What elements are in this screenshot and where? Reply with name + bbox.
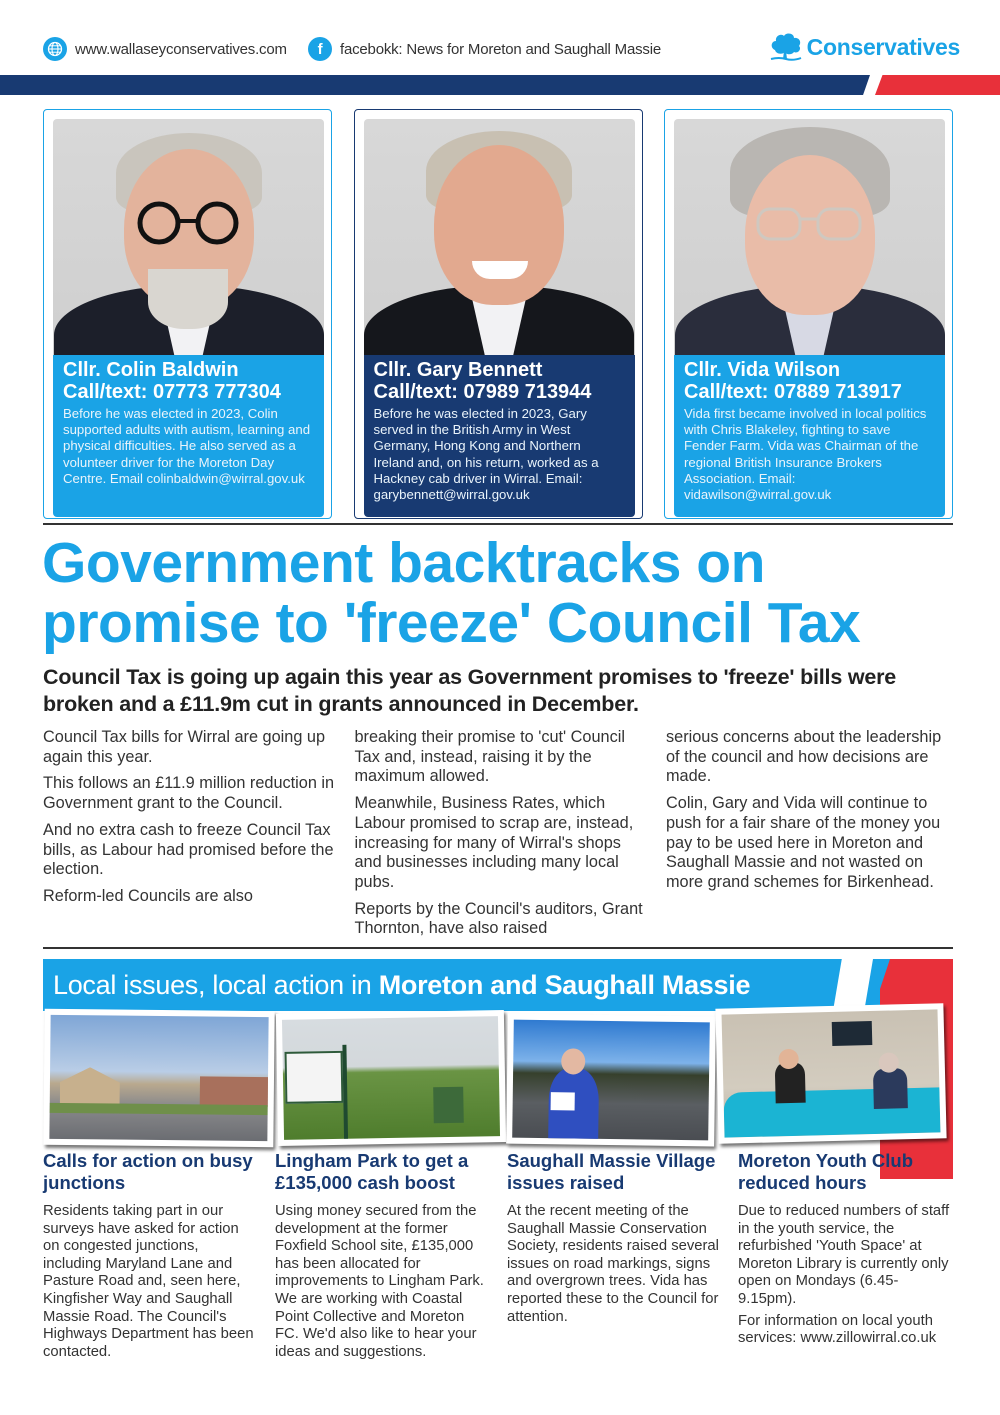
councillor-phone[interactable]: Call/text: 07989 713944: [373, 381, 592, 403]
article-standfirst: Council Tax is going up again this year as Government promises to 'freeze' bills were broken and a £11.9m cut in grants announced in December.: [43, 665, 897, 716]
councillor-info: [364, 355, 635, 517]
councillor-photo: [364, 119, 635, 355]
article-body: [43, 728, 958, 946]
conservatives-logo: [769, 32, 960, 62]
councillor-bio: Vida first became involved in local politics with Chris Blakeley, fighting to save Fender Farm. Vida was Chairman of the regional British Insurance Brokers Association. Email: vidawilson@wirral.gov.uk: [684, 406, 927, 503]
councillor-photo: [53, 119, 324, 355]
councillor-card: [664, 109, 953, 519]
councillor-photo: [674, 119, 945, 355]
story-title: Lingham Park to get a £135,000 cash boost: [275, 1150, 469, 1193]
councillor-card: [354, 109, 643, 519]
divider: [43, 523, 953, 525]
banner-title-bold: Moreton and Saughall Massie: [378, 970, 751, 1000]
article-paragraph: Meanwhile, Business Rates, which Labour promised to scrap are, instead, increasing for many of Wirral's shops and businesses including many local pubs.: [354, 794, 634, 891]
article-paragraph: Colin, Gary and Vida will continue to push for a fair share of the money you pay to be used here in Moreton and Saughall Massie and not wasted on more grand schemes for Birkenhead.: [666, 794, 941, 891]
councillor-cards: [43, 109, 953, 519]
website-url: www.wallaseyconservatives.com: [75, 40, 287, 58]
article-paragraph: serious concerns about the leadership of the council and how decisions are made.: [666, 728, 942, 786]
story-photo-junction: [43, 1009, 274, 1147]
councillor-info: [674, 355, 945, 517]
story-text: At the recent meeting of the Saughall Massie Conservation Society, residents raised several issues on road markings, signs and overgrown trees. Vida has reported these to the Council for attention.: [507, 1203, 719, 1325]
page-header: [0, 0, 1000, 100]
councillor-bio: Before he was elected in 2023, Gary served in the British Army in West Germany, Hong Kong and Northern Ireland and, on his return, worked as a Hackney cab driver in Wirral. Email: garybennett@wirral.gov.uk: [373, 406, 599, 503]
divider: [43, 947, 953, 949]
article-paragraph: Reform-led Councils are also: [43, 886, 253, 905]
header-stripe-red: [875, 75, 1000, 95]
website-link[interactable]: [43, 37, 287, 61]
story-title: Saughall Massie Village issues raised: [507, 1150, 716, 1193]
article-paragraph: This follows an £11.9 million reduction in Government grant to the Council.: [43, 774, 335, 813]
story-text: Due to reduced numbers of staff in the youth service, the refurbished 'Youth Space' at Moreton Library is currently only open on Mondays (6.45-9.15pm).: [738, 1203, 950, 1307]
story: [43, 1150, 258, 1365]
banner-title-light: Local issues, local action in: [53, 970, 379, 1000]
article-paragraph: Council Tax bills for Wirral are going up again this year.: [43, 728, 326, 766]
facebook-link[interactable]: [308, 37, 661, 61]
story: [275, 1150, 490, 1365]
article-column: [355, 728, 647, 946]
oak-tree-icon: [769, 32, 803, 62]
councillor-phone[interactable]: Call/text: 07773 777304: [63, 381, 281, 403]
story-photo-village: [506, 1014, 716, 1147]
councillor-name: Cllr. Gary Bennett: [373, 359, 543, 381]
globe-icon: [43, 37, 67, 61]
article-paragraph: And no extra cash to freeze Council Tax bills, as Labour had promised before the election.: [43, 820, 334, 879]
councillor-info: [53, 355, 324, 517]
councillor-card: [43, 109, 332, 519]
story: [738, 1150, 953, 1352]
story-title: Moreton Youth Club reduced hours: [738, 1150, 914, 1193]
local-issues-title: [53, 968, 750, 1002]
article-paragraph: breaking their promise to 'cut' Council Tax and, instead, raising it by the maximum allowed.: [354, 728, 625, 786]
article-paragraph: Reports by the Council's auditors, Grant Thornton, have also raised: [354, 899, 643, 938]
story-text: Residents taking part in our surveys have asked for action on congested junctions, including Maryland Lane and Pasture Road and, seen here, Kingfisher Way and Saughall Massie Road. The Council's Highways Department has been contacted.: [43, 1203, 254, 1360]
article-column: [666, 728, 958, 946]
councillor-name: Cllr. Vida Wilson: [684, 359, 841, 381]
story-title: Calls for action on busy junctions: [43, 1150, 253, 1193]
story-photo-park: [276, 1010, 506, 1146]
logo-text: Conservatives: [806, 33, 960, 60]
story-link-text[interactable]: For information on local youth services: www.zillowirral.co.uk: [738, 1312, 937, 1347]
article-headline: Government backtracks on promise to 'freeze' Council Tax: [42, 531, 861, 655]
story-photo-youth-club: [715, 1003, 946, 1144]
councillor-name: Cllr. Colin Baldwin: [63, 359, 239, 381]
councillor-phone[interactable]: Call/text: 07889 713917: [684, 381, 902, 403]
story-text: Using money secured from the development at the former Foxfield School site, £135,000 has been allocated for improvements to Lingham Park. We are working with Coastal Point Collective and Moreton FC. We'd also like to hear your ideas and suggestions.: [275, 1203, 484, 1360]
councillor-bio: Before he was elected in 2023, Colin supported adults with autism, learning and physical difficulties. He also served as a volunteer driver for the Moreton Day Centre. Email colinbaldwin@wirral.gov.uk: [63, 406, 311, 486]
header-stripe-blue: [0, 75, 870, 95]
story: [507, 1150, 722, 1330]
facebook-icon: f: [308, 37, 332, 61]
article-column: [43, 728, 335, 946]
facebook-text: facebokk: News for Moreton and Saughall Massie: [340, 40, 661, 58]
